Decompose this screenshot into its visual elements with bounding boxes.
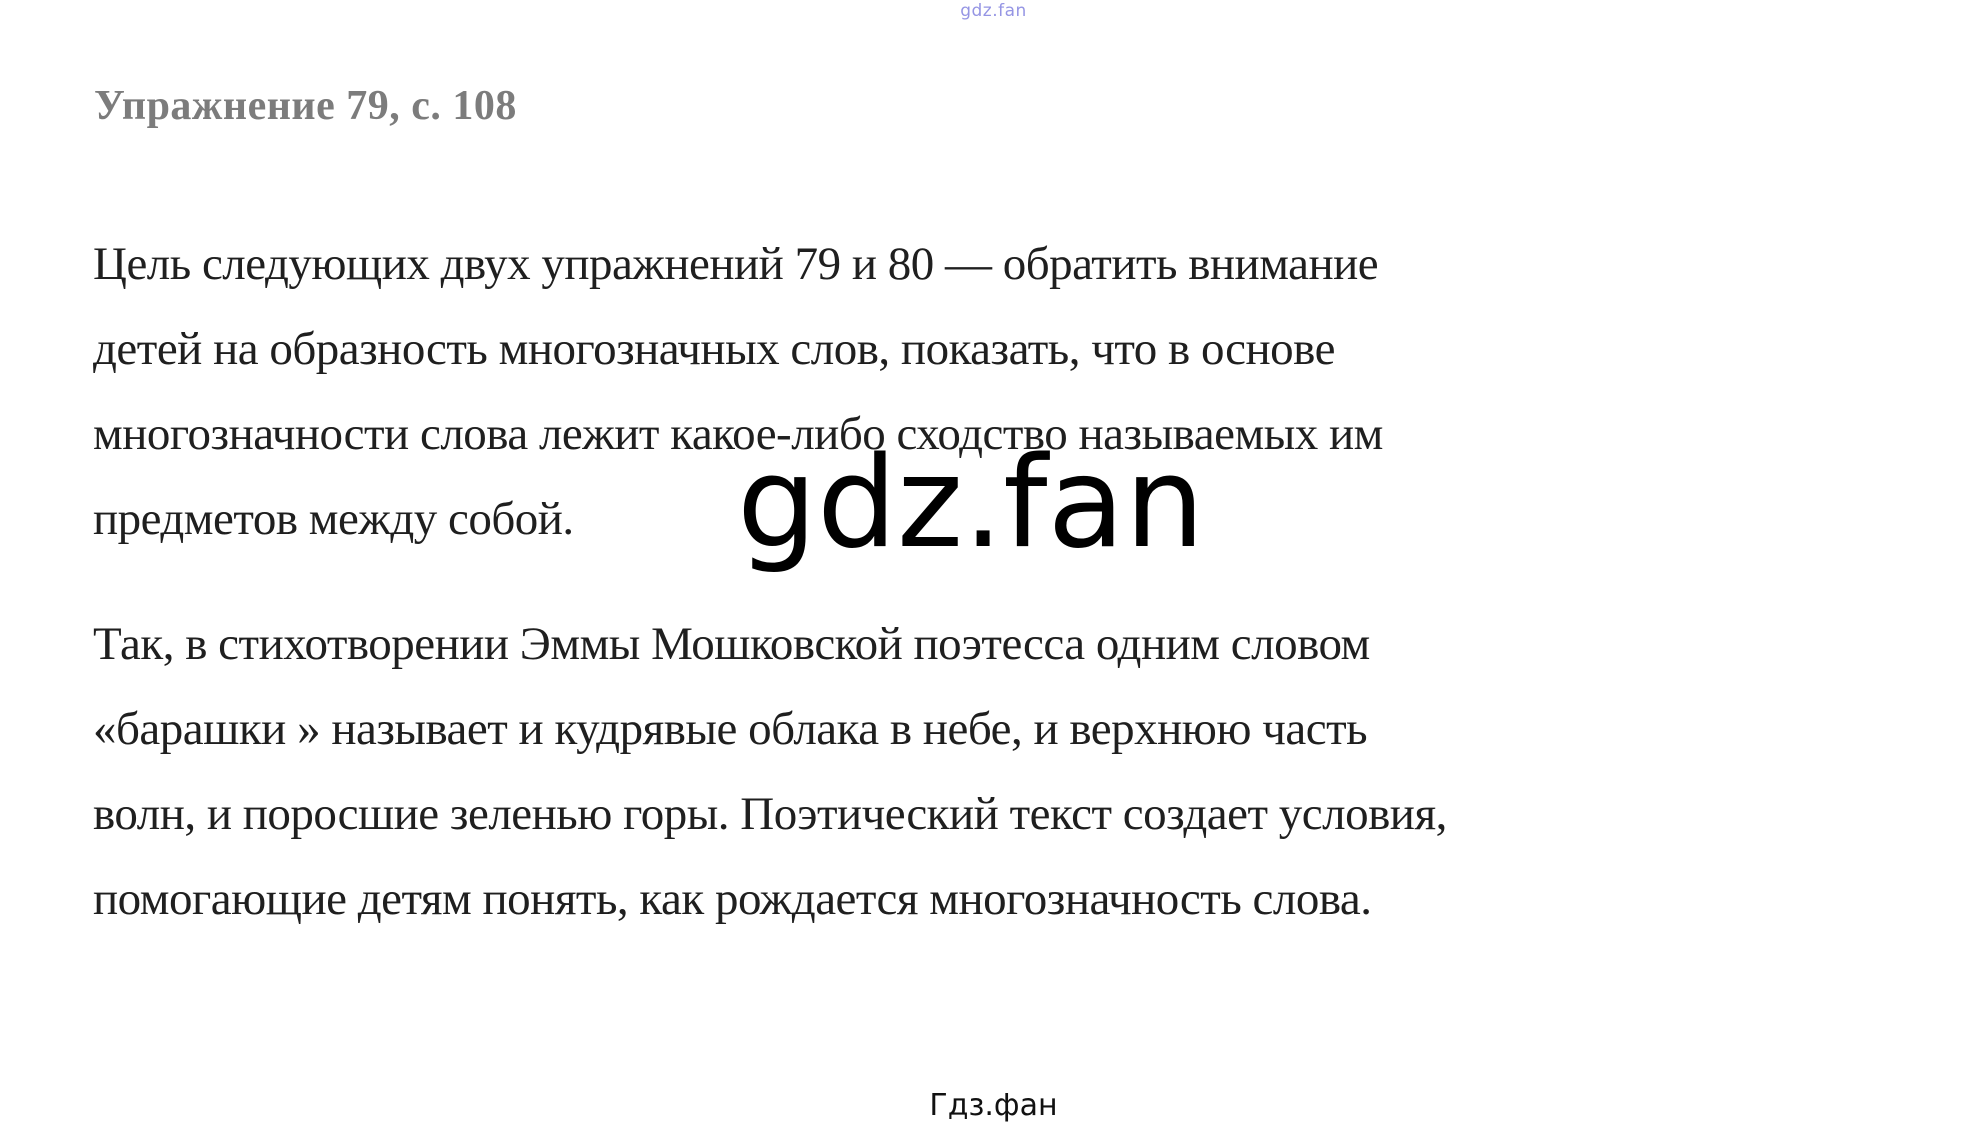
paragraph-2-line-2: «барашки » называет и кудрявые облака в небе, и верхнюю часть <box>93 703 1368 755</box>
page-title: Упражнение 79, с. 108 <box>94 83 517 129</box>
paragraph-1-line-2: детей на образность многозначных слов, показать, что в основе <box>93 323 1335 375</box>
top-watermark: gdz.fan <box>960 1 1027 21</box>
paragraph-2-line-1: Так, в стихотворении Эммы Мошковской поэтесса одним словом <box>93 618 1370 670</box>
footer-site-name: Гдз.фан <box>929 1088 1058 1123</box>
paragraph-2-line-3: волн, и поросшие зеленью горы. Поэтический текст создает условия, <box>93 788 1447 840</box>
paragraph-2-line-4: помогающие детям понять, как рождается многозначность слова. <box>93 873 1372 925</box>
center-watermark: gdz.fan <box>737 429 1205 576</box>
paragraph-1-line-4: предметов между собой. <box>93 493 574 545</box>
paragraph-1-line-3: многозначности слова лежит какое-либо сходство называемых им <box>93 408 1383 460</box>
paragraph-1-line-1: Цель следующих двух упражнений 79 и 80 — обратить внимание <box>93 238 1379 290</box>
paragraph-2 <box>93 602 1447 942</box>
